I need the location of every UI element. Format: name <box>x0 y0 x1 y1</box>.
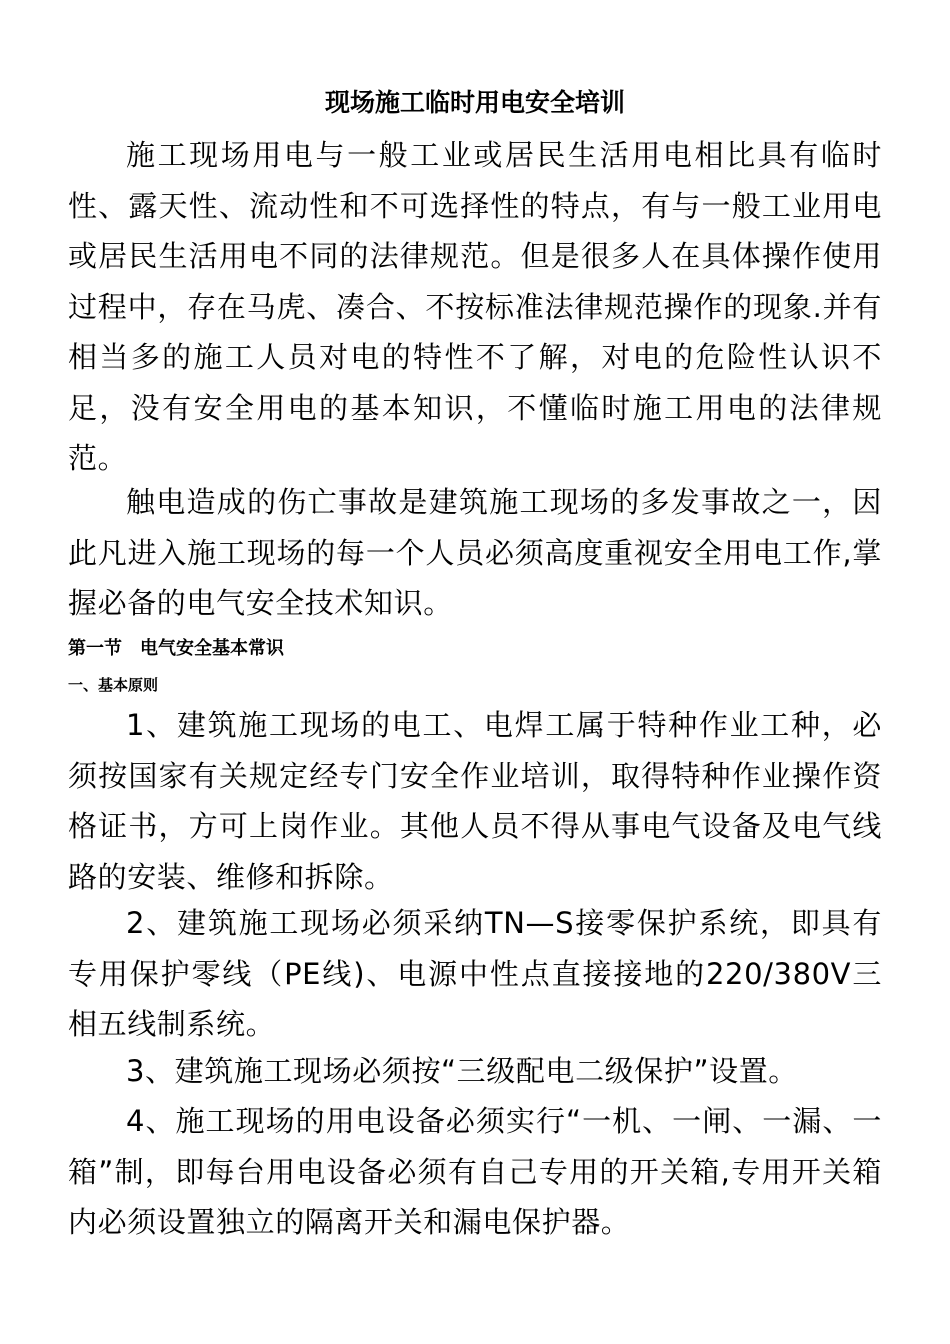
rule-item-2: 2、建筑施工现场必须采纳TN—S接零保护系统，即具有专用保护零线（PE线)、电源中性点直接接地的220/380V三相五线制系统。 <box>68 906 882 1041</box>
document-title: 现场施工临时用电安全培训 <box>324 88 625 117</box>
rule-item-4: 4、施工现场的用电设备必须实行“一机、一闸、一漏、一箱”制，即每台用电设备必须有自己专用的开关箱,专用开关箱内必须设置独立的隔离开关和漏电保护器。 <box>68 1104 882 1239</box>
subsection-heading: 一、基本原则 <box>68 676 159 694</box>
rule-item-1: 1、建筑施工现场的电工、电焊工属于特种作业工种，必须按国家有关规定经专门安全作业培训，取得特种作业操作资格证书，方可上岗作业。其他人员不得从事电气设备及电气线路的安装、维修和拆除。 <box>68 708 882 894</box>
intro-paragraph-2: 触电造成的伤亡事故是建筑施工现场的多发事故之一，因此凡进入施工现场的每一个人员必须高度重视安全用电工作,掌握必备的电气安全技术知识。 <box>68 485 882 620</box>
rule-item-3: 3、建筑施工现场必须按“三级配电二级保护”设置。 <box>126 1054 798 1088</box>
section-heading: 第一节 电气安全基本常识 <box>68 638 284 659</box>
intro-paragraph-1: 施工现场用电与一般工业或居民生活用电相比具有临时性、露天性、流动性和不可选择性的特点，有与一般工业用电或居民生活用电不同的法律规范。但是很多人在具体操作使用过程中，存在马虎、凑合、不按标准法律规范操作的现象.并有相当多的施工人员对电的特性不了解，对电的危险性认识不足，没有安全用电的基本知识，不懂临时施工用电的法律规范。 <box>68 138 882 475</box>
